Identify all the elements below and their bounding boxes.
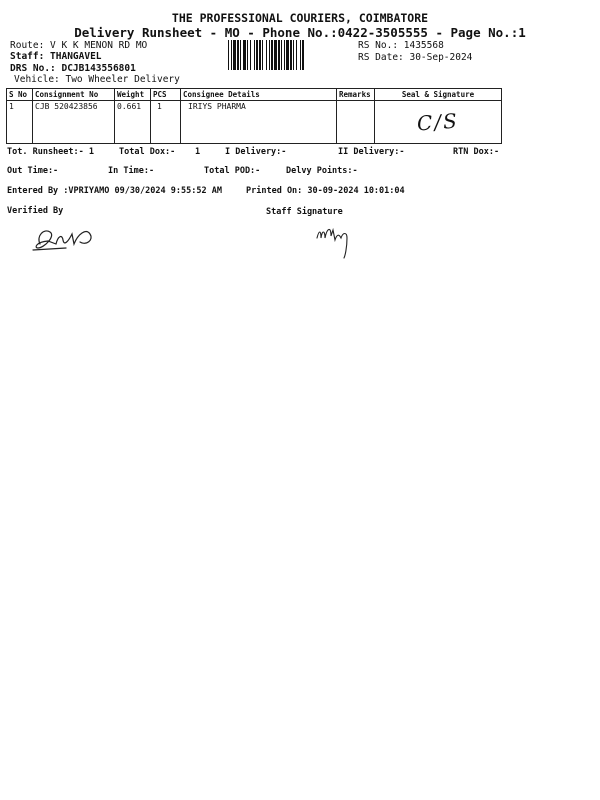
barcode-bar: [286, 40, 289, 70]
i-delivery: I Delivery:-: [225, 147, 287, 157]
barcode-bar: [243, 40, 246, 70]
barcode-bar: [256, 40, 258, 70]
barcode-bar: [228, 40, 229, 70]
barcode-bar: [296, 40, 297, 70]
barcode-bar: [240, 40, 241, 70]
staff-signature: [313, 222, 359, 262]
printed-on: Printed On: 30-09-2024 10:01:04: [246, 186, 405, 196]
barcode-bar: [281, 40, 282, 70]
verified-by-label: Verified By: [7, 206, 64, 216]
seal-handwriting: C/S: [416, 108, 460, 136]
barcode-bar: [300, 40, 301, 70]
barcode-image: [228, 40, 352, 70]
barcode-bar: [237, 40, 239, 70]
total-dox-value: 1: [195, 147, 201, 157]
cell-consignment: CJB 520423856: [33, 101, 115, 144]
barcode-bar: [269, 40, 270, 70]
table-header-row: [7, 89, 502, 101]
cell-seal: [375, 101, 502, 144]
barcode-bar: [262, 40, 263, 70]
barcode-bar: [293, 40, 294, 70]
route-text: Route: V K K MENON RD MO: [10, 40, 148, 51]
consignment-table: [6, 88, 502, 144]
cell-sno: 1: [7, 101, 33, 144]
rtn-dox: RTN Dox:-: [453, 147, 500, 157]
barcode-bar: [278, 40, 280, 70]
barcode-bar: [259, 40, 261, 70]
header-weight: Weight: [115, 89, 151, 101]
total-pod: Total POD:-: [204, 166, 261, 176]
drs-number: DRS No.: DCJB143556801: [10, 63, 136, 74]
vehicle-text: Vehicle: Two Wheeler Delivery: [14, 74, 180, 85]
cell-consignee: IRIYS PHARMA: [181, 101, 337, 144]
header-consignee: Consignee Details: [181, 89, 337, 101]
total-dox-label: Total Dox:-: [119, 147, 176, 157]
in-time: In Time:-: [108, 166, 155, 176]
staff-text: Staff: THANGAVEL: [10, 51, 102, 62]
table-row: [7, 101, 502, 144]
header-sno: S No: [7, 89, 33, 101]
barcode-bar: [247, 40, 248, 70]
cell-remarks: [337, 101, 375, 144]
barcode-bar: [290, 40, 292, 70]
barcode-bar: [254, 40, 255, 70]
runsheet-subtitle: Delivery Runsheet - MO - Phone No.:0422-3505555 - Page No.:1: [74, 25, 526, 40]
tot-runsheet: Tot. Runsheet:- 1: [7, 147, 94, 157]
header-consignment: Consignment No: [33, 89, 115, 101]
barcode-bar: [266, 40, 267, 70]
barcode-bar: [250, 40, 251, 70]
cell-weight: 0.661: [115, 101, 151, 144]
header-remarks: Remarks: [337, 89, 375, 101]
barcode-bar: [233, 40, 236, 70]
entered-by: Entered By :VPRIYAMO 09/30/2024 9:55:52 AM: [7, 186, 222, 196]
header-pcs: PCS: [151, 89, 181, 101]
barcode-bar: [302, 40, 304, 70]
delvy-points: Delvy Points:-: [286, 166, 358, 176]
verifier-signature: [30, 222, 110, 254]
ii-delivery: II Delivery:-: [338, 147, 405, 157]
company-title: THE PROFESSIONAL COURIERS, COIMBATORE: [171, 11, 429, 25]
barcode-bar: [274, 40, 277, 70]
rs-date: RS Date: 30-Sep-2024: [358, 52, 473, 63]
barcode-bar: [271, 40, 273, 70]
barcode-bar: [231, 40, 232, 70]
staff-signature-label: Staff Signature: [266, 207, 343, 217]
header-seal: Seal & Signature: [375, 89, 502, 101]
barcode-bar: [284, 40, 285, 70]
rs-number: RS No.: 1435568: [358, 40, 444, 51]
out-time: Out Time:-: [7, 166, 59, 176]
cell-pcs: 1: [151, 101, 181, 144]
